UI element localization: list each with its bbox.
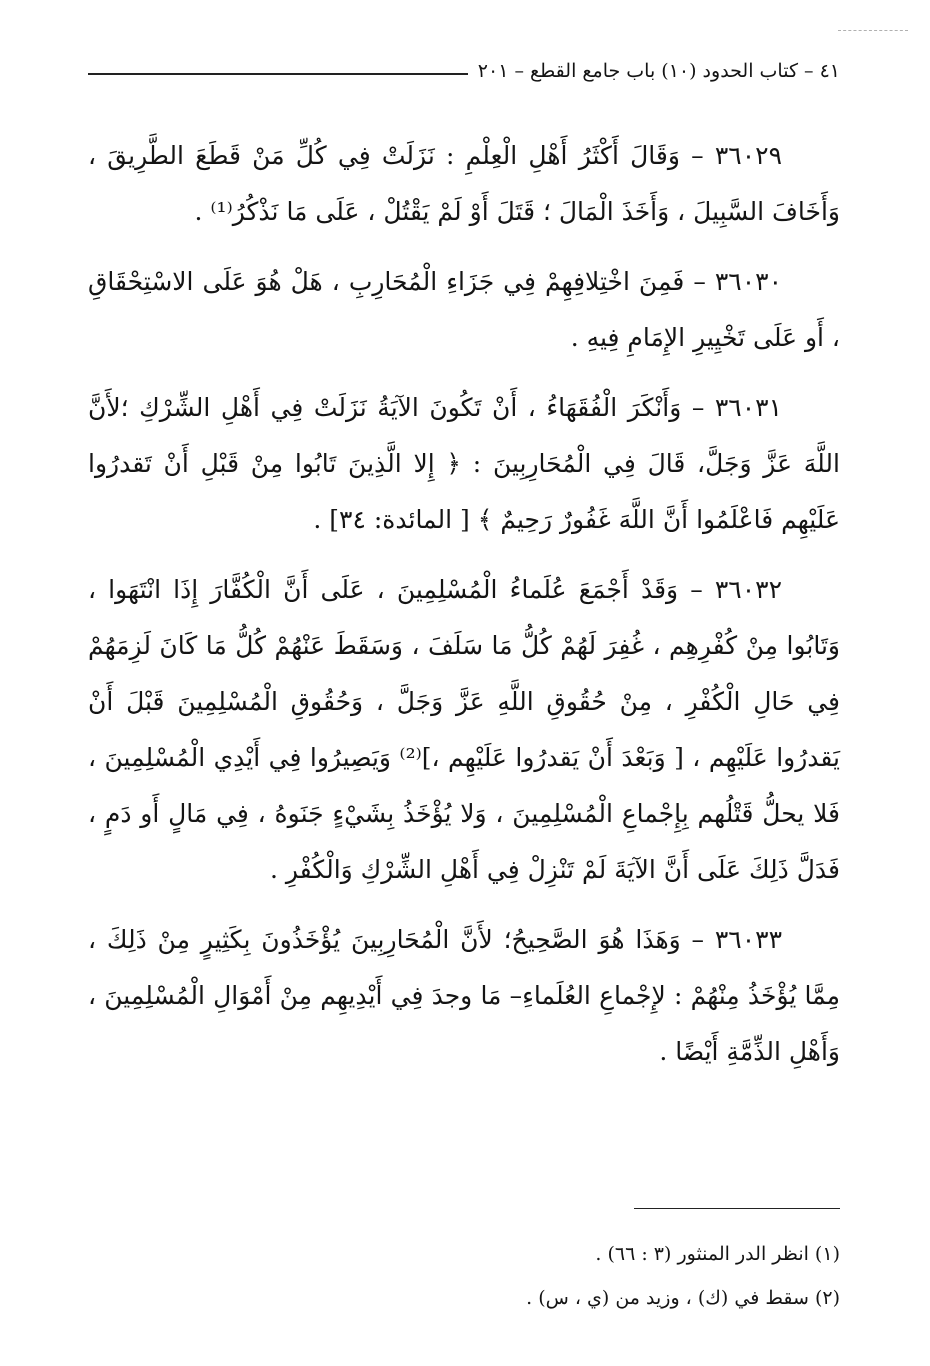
header-title: ٤١ – كتاب الحدود (١٠) باب جامع القطع – ٢٠١ xyxy=(477,60,840,82)
paragraph-36032: ٣٦٠٣٢ – وَقَدْ أَجْمَعَ عُلَماءُ الْمُسْلِمِينَ ، عَلَى أَنَّ الْكُفَّارَ إِذَا انْتَهَوا ، وَتَابُوا مِنْ كُفْرِهِم ، غُفِرَ لَهُمْ كُلُّ مَا سَلَفَ ، وَسَقَطَ عَنْهُمْ كُلُّ مَا كَانَ لَزِمَهُمْ فِي حَالِ الْكُفْرِ ، مِنْ حُقُوقِ اللَّهِ عَزَّ وَجَلَّ ، وَحُقُوقِ الْمُسْلِمِينَ قَبْلَ أَنْ يَقدرُوا عَلَيْهِم ، [ وَبَعْدَ أَنْ يَقدرُوا عَلَيْهِم ،]⁽²⁾ وَيَصِيرُوا فِي أَيْدِي الْمُسْلِمِينَ ، فَلا يحلُّ قَتْلُهم بِإِجْماعِ الْمُسْلِمِينَ ، وَلا يُؤْخَذُ بِشَيْءٍ جَنَوهُ ، فِي مَالٍ أَو دَمٍ ، فَدَلَّ ذَلِكَ عَلَى أَنَّ الآيَةَ لَمْ تَنْزِلْ فِي أَهْلِ الشِّرْكِ وَالْكُفْرِ . xyxy=(88,575,841,884)
paragraph-36029: ٣٦٠٢٩ – وَقَالَ أَكْثَرُ أَهْلِ الْعِلْمِ : نَزَلَتْ فِي كُلِّ مَنْ قَطَعَ الطَّرِيقَ ، وَأَخَافَ السَّبِيلَ ، وَأَخَذَ الْمَالَ ؛ قَتَلَ أَوْ لَمْ يَقْتُلْ ، عَلَى مَا نَذْكُرُ⁽¹⁾ . xyxy=(88,141,840,226)
paragraph-36030: ٣٦٠٣٠ – فَمِنَ اخْتِلافِهِمْ فِي جَزَاءِ الْمُحَارِبِ ، هَلْ هُوَ عَلَى الاسْتِحْقَاقِ ، أَو عَلَى تَخْيِيرِ الإِمَامِ فِيهِ . xyxy=(88,267,840,352)
running-header xyxy=(88,54,840,88)
footnotes xyxy=(88,1232,840,1320)
footnote-2: (٢) سقط في (ك) ، وزيد من (ي ، س) . xyxy=(526,1287,840,1309)
main-text xyxy=(88,128,840,1094)
paragraph-36033: ٣٦٠٣٣ – وَهَذَا هُوَ الصَّحِيحُ؛ لأَنَّ الْمُحَارِبِينَ يُؤْخَذُونَ بِكَثِيرٍ مِنْ ذَلِكَ ، مِمَّا يُؤْخَذُ مِنْهُمْ : لإِجْماعِ العُلَماءِ– مَا وجدَ فِي أَيْدِيهِم مِنْ أَمْوَالِ الْمُسْلِمِينَ ، وَأَهْلِ الذِّمَّةِ أَيْضًا . xyxy=(88,925,840,1066)
header-rule xyxy=(88,73,468,75)
paragraph-36031: ٣٦٠٣١ – وَأَنْكَرَ الْفُقَهَاءُ ، أَنْ تَكُونَ الآيَةُ نَزَلَتْ فِي أَهْلِ الشِّرْكِ ؛لأَنَّ اللَّهَ عَزَّ وَجَلَّ، قَالَ فِي الْمُحَارِبِينَ : ﴿ إِلا الَّذِينَ تَابُوا مِنْ قَبْلِ أَنْ تَقدرُوا عَلَيْهِم فَاعْلَمُوا أَنَّ اللَّهَ غَفُورٌ رَحِيمٌ ﴾ [ المائدة: ٣٤] . xyxy=(88,393,840,534)
scan-artifact xyxy=(838,30,908,35)
footnote-divider xyxy=(634,1208,840,1209)
footnote-1: (١) انظر الدر المنثور (٣ : ٦٦) . xyxy=(595,1243,840,1265)
